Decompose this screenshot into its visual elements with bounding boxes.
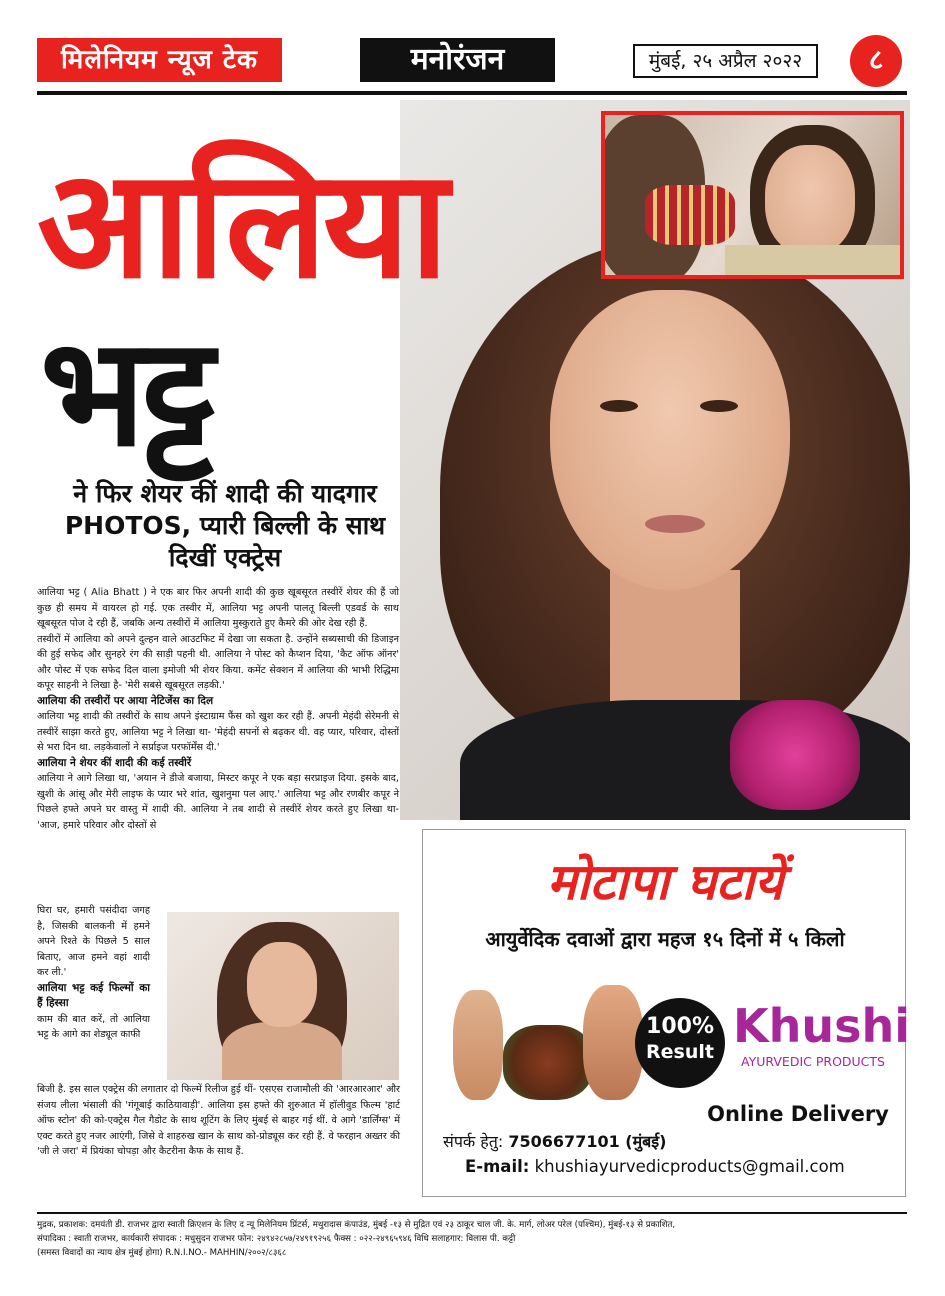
article-narrow-column	[37, 903, 150, 1043]
hero-eye-left	[600, 400, 638, 412]
hero-lips	[645, 515, 705, 533]
article-narrow-text-2: काम की बात करें, तो आलिया भट्ट के आगे का शेड्यूल काफी	[37, 1013, 150, 1040]
article-heading-3: आलिया भट्ट कई फिल्मों का हैं हिस्सा	[37, 981, 150, 1009]
imprint-line-1: मुद्रक, प्रकाशक: दमयंती डी. राजभर द्वारा स्वाती क्रिएशन के लिए द न्यू मिलेनियम प्रिंटर्स, मथुरादास कंपाउंड, मुंबई -१३ से मुद्रित एवं २३ ठाकूर चाल जी. के. मार्ग, लोअर परेल (पश्चिम), मुंबई-१३ से प्रकाशित,	[37, 1220, 676, 1230]
article-para-1: आलिया भट्ट ( Alia Bhatt ) ने एक बार फिर अपनी शादी की कुछ खूबसूरत तस्वीरें शेयर की हैं जो कुछ ही समय में वायरल हो गई. एक तस्वीर में, आलिया भट्ट अपनी पालतू बिल्ली एडवर्ड के साथ खूबसूरत पोज दे रही हैं, जबकि अन्य तस्वीरों में आलिया मुस्कुराते हुए कैमरे की ओर देख रही हैं.	[37, 587, 399, 629]
article-para-4: आलिया ने आगे लिखा था, 'अयान ने डीजे बजाया, मिस्टर कपूर ने एक बड़ा सरप्राइज दिया. इसके बाद, खुशी के आंसू और मेरी लाइफ के प्यार भरे शांत, खुशनुमा पल आए.' आलिया भट्ट और रणबीर कपूर ने पिछले हफ्ते अपने घर वास्तु में शादी की. आलिया ने तब शादी से तस्वीरें शेयर करते हुए लिखा था- 'आज, हमारे परिवार और दोस्तों से	[37, 773, 399, 831]
headline-name-first: आलिया	[37, 138, 445, 312]
article-para-2: तस्वीरों में आलिया को अपने दुल्हन वाले आउटफिट में देखा जा सकता है. उन्होंने सब्यसाची की डिजाइन की हुई सफेद और सुनहरे रंग की साड़ी पहनी थी. आलिया ने पोस्ट को कैप्शन दिया, 'कैट ऑफ ऑनर' और पोस्ट में एक सफेद दिल वाला इमोजी भी शेयर किया. कमेंट सेक्शन में आलिया की भाभी रिद्धिमा कपूर साहनी ने लिखा है- 'मेरी सबसे खूबसूरत लड़की.'	[37, 633, 399, 691]
imprint	[37, 1218, 907, 1260]
article-heading-2: आलिया ने शेयर कीं शादी की कई तस्वीरें	[37, 756, 192, 769]
headline-name-last: भट्ट	[40, 306, 211, 480]
article-photo-body	[222, 1022, 342, 1080]
ad-herbs-figure	[503, 1025, 593, 1100]
article-body-bottom	[37, 1082, 400, 1160]
inset-bangles	[645, 185, 735, 245]
imprint-line-3: (समस्त विवादों का न्याय क्षेत्र मुंबई होगा) R.N.I.NO.- MAHHIN/२००२/८३६८	[37, 1248, 287, 1258]
article-photo	[167, 912, 399, 1080]
masthead: मिलेनियम न्यूज टेक	[37, 38, 282, 82]
ad-illustration	[443, 980, 643, 1100]
ad-subtitle: आयुर्वेदिक दवाओं द्वारा महज १५ दिनों में ५ किलो	[485, 927, 845, 951]
ad-woman-figure	[453, 990, 503, 1100]
ad-result-badge	[635, 998, 725, 1088]
inset-lehenga	[725, 245, 904, 279]
hero-face	[550, 290, 790, 590]
ad-brand-tagline: AYURVEDIC PRODUCTS	[741, 1054, 885, 1069]
advertisement	[422, 829, 911, 1197]
article-para-5: बिजी है. इस साल एक्ट्रेस की लगातार दो फिल्में रिलीज हुई थीं- एसएस राजामौली की 'आरआरआर' और संजय लीला भंसाली की 'गंगूबाई काठियावाड़ी'. आलिया इस हफ्ते की शुरुआत में हॉलीवुड फिल्म 'हार्ट ऑफ स्टोन' की को-एक्ट्रेस गैल गैडोट के साथ शूटिंग के लिए मुंबई से बाहर गई थीं. वे आगे 'डार्लिंग्स' में एक्ट करते हुए नजर आएंगी, जिसे वे शाहरुख खान के साथ को-प्रोड्यूस कर रही हैं. वे फरहान अख्तर की 'जी ले जरा' में प्रियंका चोपड़ा और कैटरीना कैफ के साथ हैं.	[37, 1084, 400, 1157]
issue-date: मुंबई, २५ अप्रैल २०२२	[633, 44, 818, 78]
article-narrow-text: घिरा घर, हमारी पसंदीदा जगह है, जिसकी बालकनी में हमने अपने रिश्ते के पिछले 5 साल बिताए, आज हमने वहां शादी कर ली.'	[37, 905, 150, 978]
footer-rule	[37, 1212, 907, 1214]
ad-email	[465, 1157, 905, 1176]
header-rule	[37, 91, 907, 95]
ad-man-figure	[583, 985, 643, 1100]
ad-contact-label: संपर्क हेतु:	[443, 1132, 504, 1151]
ad-badge-result: Result	[646, 1041, 714, 1063]
ad-email-address[interactable]: khushiayurvedicproducts@gmail.com	[534, 1157, 845, 1176]
ad-email-label: E-mail:	[465, 1157, 530, 1176]
article-body-top	[37, 585, 399, 833]
imprint-line-2: संपादिका : स्वाती राजभर, कार्यकारी संपादक : मधुसुदन राजभर फोन: २४९४२८५७/२४९१९२५६ फैक्स : ०२२-२४९६५९४६ विधि सलाहगार: विलास पी. कट्टी	[37, 1234, 516, 1244]
hero-eye-right	[700, 400, 738, 412]
hero-sequin-sleeve	[730, 700, 860, 810]
page-number-badge: ८	[850, 35, 902, 87]
article-para-3: आलिया भट्ट शादी की तस्वीरों के साथ अपने इंस्टाग्राम फैंस को खुश कर रही हैं. अपनी मेहंदी सेरेमनी से तस्वीरें साझा करते हुए, आलिया भट्ट ने लिखा था- 'मेहंदी सपनों से बढ़कर थी. वह प्यार, परिवार, दोस्तों से भरा दिन था. लड़केवालों ने सर्प्राइज परफॉर्मेंस दी.'	[37, 711, 399, 753]
inset-bride-face	[765, 145, 855, 255]
ad-title: मोटापा घटायें	[546, 853, 784, 911]
wedding-inset-photo	[601, 111, 904, 279]
subheadline: ने फिर शेयर कीं शादी की यादगार PHOTOS, प्यारी बिल्ली के साथ दिखीं एक्ट्रेस	[64, 479, 386, 572]
ad-badge-percent: 100%	[646, 1014, 714, 1039]
ad-delivery: Online Delivery	[707, 1102, 889, 1126]
ad-contact	[443, 1130, 743, 1152]
article-heading-1: आलिया की तस्वीरों पर आया नेटिजेंस का दिल	[37, 694, 214, 707]
ad-brand-logo: Khushi	[733, 999, 911, 1053]
article-photo-face	[247, 942, 317, 1027]
section-label: मनोरंजन	[360, 38, 555, 82]
ad-contact-phone[interactable]: 7506677101 (मुंबई)	[508, 1132, 667, 1151]
